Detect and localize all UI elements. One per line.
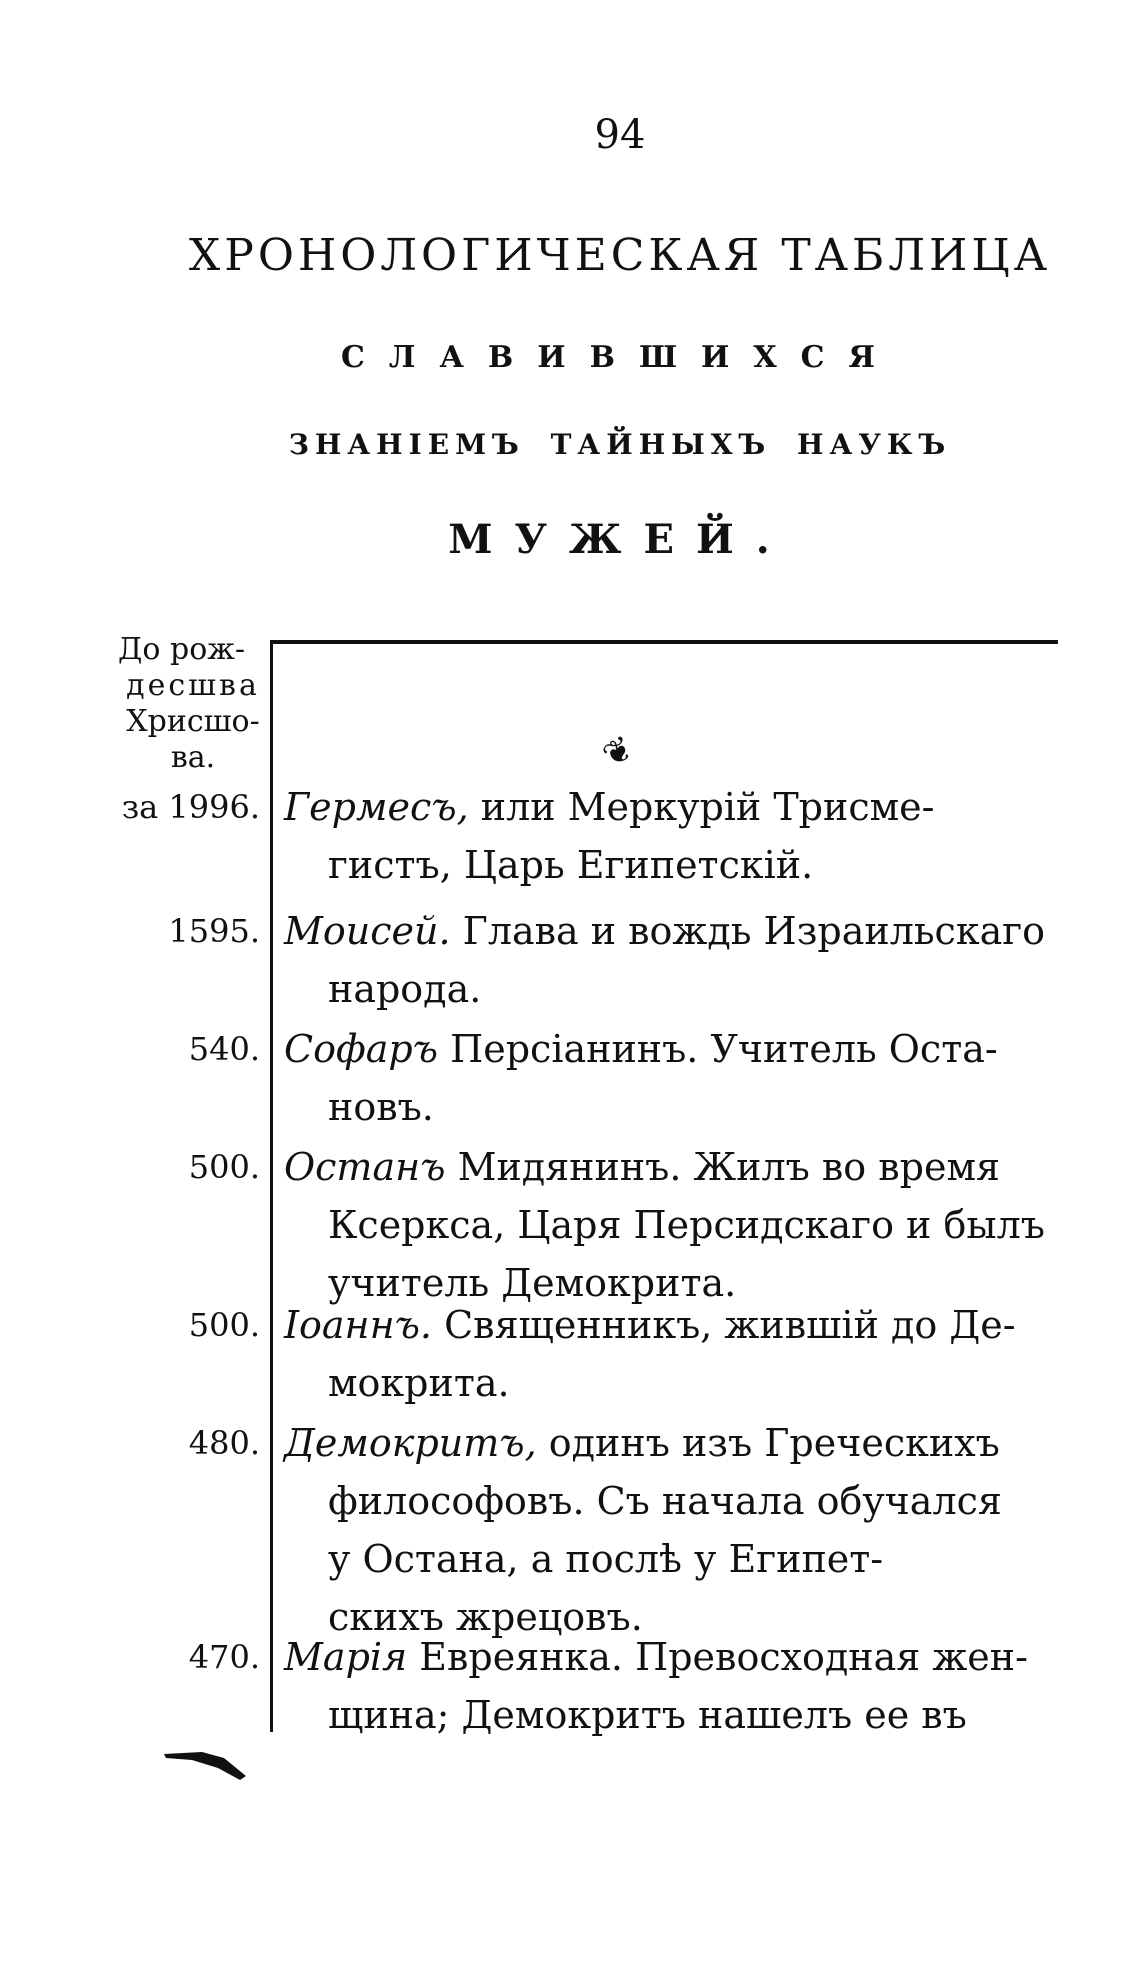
entry-line: гистъ, Царь Египетскій. (328, 843, 814, 887)
entry-name: Софаръ (284, 1027, 439, 1071)
year-heading-line: До рож- (118, 632, 245, 667)
entry-year: 470. (188, 1638, 260, 1676)
entry-line: одинъ изъ Греческихъ (536, 1421, 1000, 1465)
entry-year: 500. (188, 1306, 260, 1344)
entry-text (284, 1628, 1058, 1744)
entry-line: Глава и вождь Израильскаго (450, 909, 1046, 953)
table-column-divider (270, 642, 273, 1732)
entry-text (284, 778, 1058, 894)
table-subtitle-2: ЗНАНІЕМЪ ТАЙНЫХЪ НАУКЪ (288, 428, 952, 461)
entry-name: Останъ (284, 1145, 446, 1189)
entry-name: Марія (284, 1635, 408, 1679)
year-heading-line: Хрисшо- (126, 704, 260, 739)
entry-line: у Останa, а послѣ у Египет- (328, 1537, 884, 1581)
entry-year: 1595. (168, 912, 260, 950)
entry-text (284, 1414, 1058, 1646)
entry-line: Персіанинъ. Учитель Оста- (438, 1027, 998, 1071)
entry-line: Ксеркса, Царя Персидскаго и былъ (328, 1203, 1045, 1247)
entry-line: учитель Демокрита. (328, 1261, 737, 1305)
entry-year: за 1996. (121, 788, 260, 826)
entry-line: Евреянка. Превосходная жен- (407, 1635, 1028, 1679)
table-top-rule (270, 640, 1058, 644)
entry-line: или Меркурій Трисме- (468, 785, 935, 829)
page-number: 94 (594, 112, 646, 158)
entry-text (284, 1296, 1058, 1412)
entry-name: Іоаннъ. (284, 1303, 433, 1347)
entry-line: новъ. (328, 1085, 434, 1129)
entry-line: философовъ. Съ начала обучался (328, 1479, 1002, 1523)
entry-line: Мидянинъ. Жилъ во время (445, 1145, 1000, 1189)
entry-name: Гермесъ, (284, 785, 469, 829)
year-heading-line: десшва (126, 668, 260, 703)
entry-line: скихъ жрецовъ. (328, 1595, 643, 1639)
entry-text (284, 1138, 1058, 1312)
year-column-heading (118, 632, 268, 776)
year-heading-line: ва. (170, 740, 216, 775)
entry-name: Демокритъ, (284, 1421, 537, 1465)
entry-line: Священникъ, жившій до Де- (432, 1303, 1016, 1347)
table-subtitle-3: МУЖЕЙ. (448, 516, 792, 563)
entry-line: мокрита. (328, 1361, 510, 1405)
entry-line: щина; Демокритъ нашелъ ее въ (328, 1693, 967, 1737)
ornament-icon: ❦ (595, 727, 641, 777)
entry-year: 500. (188, 1148, 260, 1186)
entry-name: Моисей. (284, 909, 451, 953)
table-subtitle-1: СЛАВИВШИХСЯ (341, 340, 899, 375)
ink-smudge-icon (162, 1746, 252, 1786)
entry-text (284, 902, 1058, 1018)
entry-year: 540. (188, 1030, 260, 1068)
table-title: ХРОНОЛОГИЧЕСКАЯ ТАБЛИЦА (188, 230, 1052, 281)
entry-line: народа. (328, 967, 482, 1011)
entry-year: 480. (188, 1424, 260, 1462)
entry-text (284, 1020, 1058, 1136)
